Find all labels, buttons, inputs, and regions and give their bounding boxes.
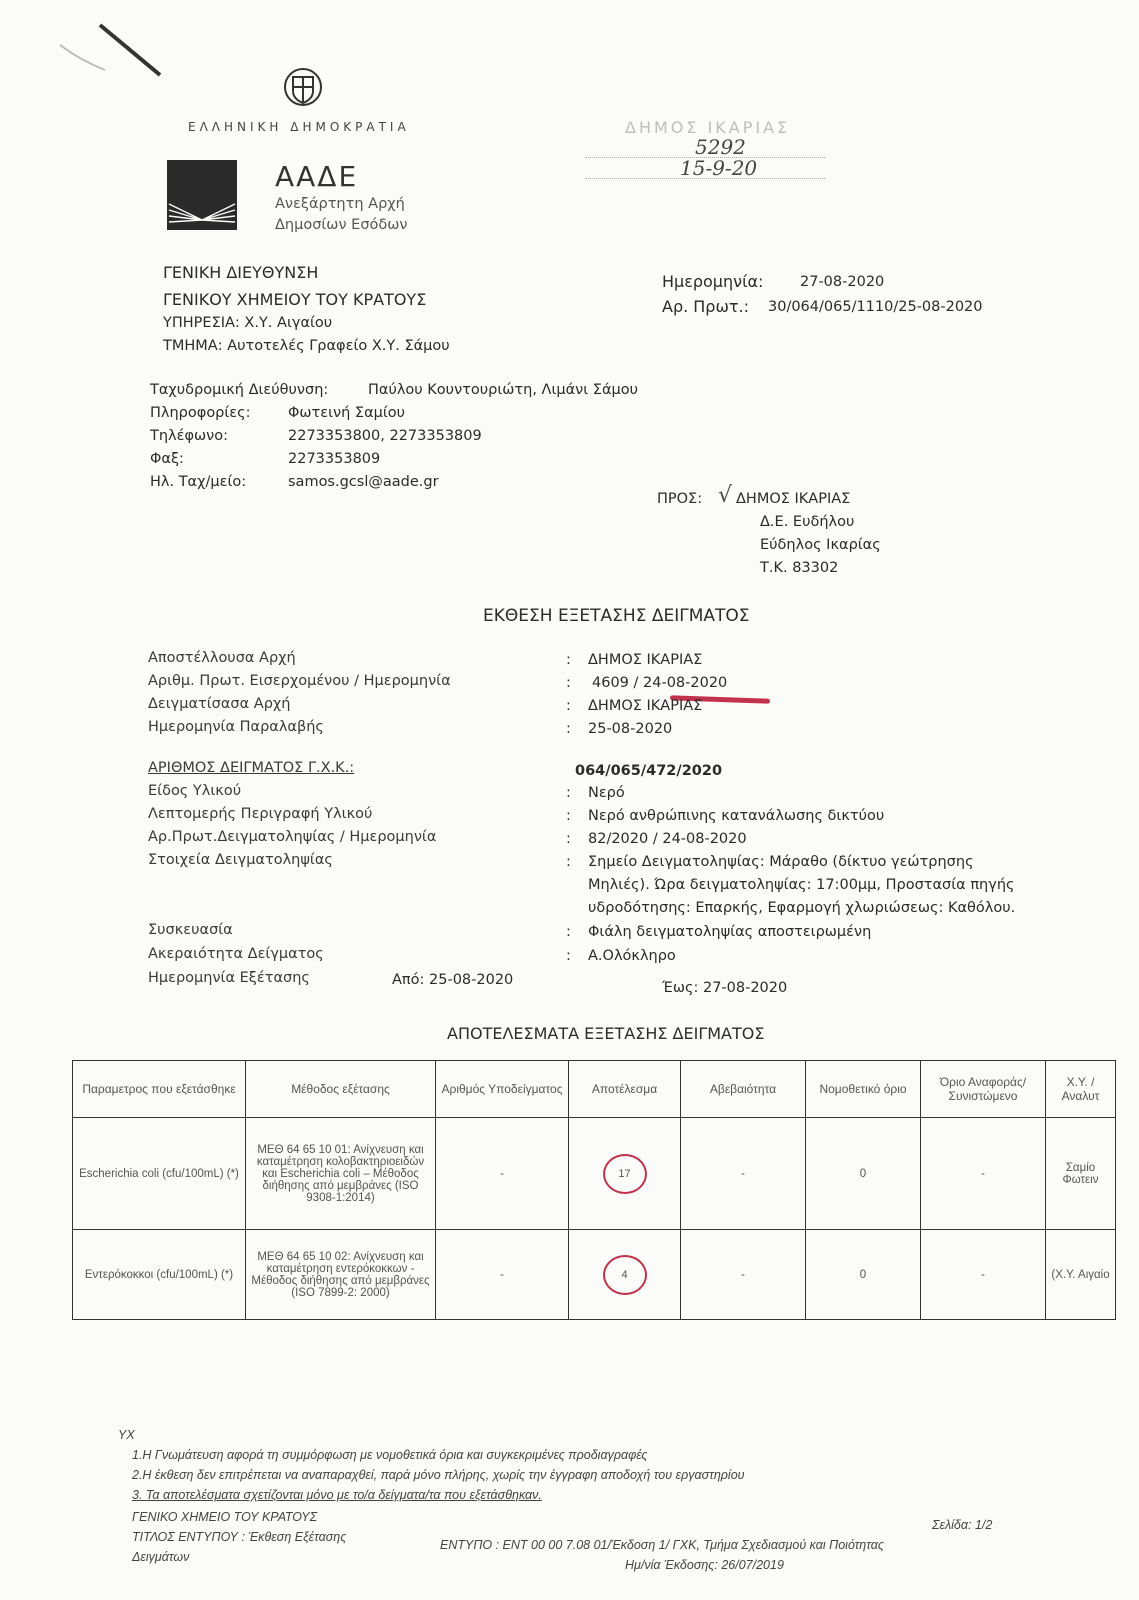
email-value: samos.gcsl@aade.gr	[288, 474, 439, 490]
table-header-row	[73, 1061, 1116, 1118]
colon: :	[566, 698, 571, 714]
param-cell: Εντερόκοκκοι (cfu/100mL) (*)	[73, 1230, 246, 1320]
column-header: Αριθμός Υποδείγματος	[436, 1061, 569, 1118]
sampling-continued-2: υδροδότησης: Επαρκής, Εφαρμογή χλωριώσεως: Καθόλου.	[588, 900, 1016, 916]
table-row	[73, 1230, 1116, 1320]
exam-date-from: Από: 25-08-2020	[392, 972, 514, 988]
republic-label: ΕΛΛΗΝΙΚΗ ΔΗΜΟΚΡΑΤΙΑ	[188, 120, 410, 134]
uncertainty-cell: -	[681, 1230, 806, 1320]
address-value: Παύλου Κουντουριώτη, Λιμάνι Σάμου	[368, 382, 638, 398]
limit-cell: 0	[806, 1118, 921, 1230]
recipient-line-2: Δ.Ε. Ευδήλου	[760, 514, 855, 530]
sender-service: ΥΠΗΡΕΣΙΑ: Χ.Υ. Αιγαίου	[163, 315, 333, 331]
subsample-cell: -	[436, 1118, 569, 1230]
colon: :	[566, 808, 571, 824]
method-cell: ΜΕΘ 64 65 10 01: Ανίχνευση και καταμέτρηση κολοβακτηριοειδών και Escherichia coli – Μέθοδος διήθησης από μεμβράνες (ISO 9308-1:2014)	[246, 1118, 436, 1230]
footer-form-title-2: Δειγμάτων	[132, 1550, 190, 1564]
colon: :	[566, 652, 571, 668]
column-header: Παραμετρος που εξετάσθηκε	[73, 1061, 246, 1118]
table-row	[73, 1118, 1116, 1230]
stamp-number: 5292	[695, 135, 746, 159]
integrity-label: Ακεραιότητα Δείγματος	[148, 946, 324, 962]
lab-cell: (Χ.Υ. Αιγαίο	[1046, 1230, 1116, 1320]
report-value: 82/2020 / 24-08-2020	[588, 831, 747, 847]
packaging-value: Φιάλη δειγματοληψίας αποστειρωμένη	[588, 924, 872, 940]
report-label: Αρ.Πρωτ.Δειγματοληψίας / Ημερομηνία	[148, 829, 437, 845]
greek-emblem-icon	[283, 63, 323, 113]
note-1: 1.Η Γνωμάτευση αφορά τη συμμόρφωση με νομοθετικά όρια και συγκεκριμένες προδιαγραφές	[132, 1448, 648, 1462]
info-label: Πληροφορίες:	[150, 405, 251, 421]
page-number: Σελίδα: 1/2	[932, 1518, 993, 1532]
checkmark-icon: √	[718, 483, 733, 508]
limit-cell: 0	[806, 1230, 921, 1320]
report-value: 4609 / 24-08-2020	[592, 675, 728, 691]
issue-date: Ημ/νία Έκδοσης: 26/07/2019	[625, 1558, 784, 1572]
colon: :	[566, 854, 571, 870]
date-value: 27-08-2020	[800, 274, 885, 290]
sample-number-label: ΑΡΙΘΜΟΣ ΔΕΙΓΜΑΤΟΣ Γ.Χ.Κ.:	[148, 760, 355, 776]
colon: :	[566, 675, 571, 691]
result-cell	[569, 1118, 681, 1230]
info-value: Φωτεινή Σαμίου	[288, 405, 406, 421]
colon: :	[566, 785, 571, 801]
colon: :	[566, 721, 571, 737]
protocol-value: 30/064/065/1110/25-08-2020	[768, 299, 983, 315]
sender-line-2: ΓΕΝΙΚΟΥ ΧΗΜΕΙΟΥ ΤΟΥ ΚΡΑΤΟΥΣ	[163, 290, 427, 309]
recipient-line-4: Τ.Κ. 83302	[760, 560, 839, 576]
lab-cell: Σαμίο Φωτειν	[1046, 1118, 1116, 1230]
form-code: ΕΝΤΥΠΟ : ENT 00 00 7.08 01/Έκδοση 1/ ΓΧΚ, Τμήμα Σχεδιασμού και Ποιότητας	[440, 1538, 884, 1552]
reference-cell: -	[921, 1230, 1046, 1320]
footer-org: ΓΕΝΙΚΟ ΧΗΜΕΙΟ ΤΟΥ ΚΡΑΤΟΥΣ	[132, 1510, 318, 1524]
result-value: 17	[603, 1154, 647, 1194]
exam-date-to: Έως: 27-08-2020	[662, 980, 788, 996]
report-value: Νερό	[588, 785, 625, 801]
sender-line-1: ΓΕΝΙΚΗ ΔΙΕΥΘΥΝΣΗ	[163, 263, 319, 282]
sample-number-value: 064/065/472/2020	[575, 763, 723, 779]
report-value: ΔΗΜΟΣ ΙΚΑΡΙΑΣ	[588, 698, 703, 714]
report-label: Στοιχεία Δειγματοληψίας	[148, 852, 333, 868]
recipient-line-1: ΔΗΜΟΣ ΙΚΑΡΙΑΣ	[736, 491, 851, 507]
results-title: ΑΠΟΤΕΛΕΣΜΑΤΑ ΕΞΕΤΑΣΗΣ ΔΕΙΓΜΑΤΟΣ	[447, 1024, 765, 1043]
scan-mark	[50, 20, 170, 90]
aade-logo-icon	[167, 160, 237, 230]
report-value: ΔΗΜΟΣ ΙΚΑΡΙΑΣ	[588, 652, 703, 668]
logo-subtitle-2: Δημοσίων Εσόδων	[275, 217, 408, 233]
column-header: Χ.Υ. / Αναλυτ	[1046, 1061, 1116, 1118]
report-label: Ημερομηνία Παραλαβής	[148, 719, 324, 735]
param-cell: Escherichia coli (cfu/100mL) (*)	[73, 1118, 246, 1230]
email-label: Ηλ. Ταχ/μείο:	[150, 474, 247, 490]
column-header: Αβεβαιότητα	[681, 1061, 806, 1118]
report-value: Σημείο Δειγματοληψίας: Μάραθο (δίκτυο γεώτρησης	[588, 854, 974, 870]
exam-date-label: Ημερομηνία Εξέτασης	[148, 970, 310, 986]
report-value: 25-08-2020	[588, 721, 673, 737]
phone-label: Τηλέφωνο:	[150, 428, 229, 444]
footer-form-title: ΤΙΤΛΟΣ ΕΝΤΥΠΟΥ : Έκθεση Εξέτασης	[132, 1530, 347, 1544]
column-header: Μέθοδος εξέτασης	[246, 1061, 436, 1118]
colon: :	[566, 924, 571, 940]
logo-subtitle-1: Ανεξάρτητη Αρχή	[275, 196, 405, 212]
column-header: Νομοθετικό όριο	[806, 1061, 921, 1118]
report-label: Αποστέλλουσα Αρχή	[148, 650, 296, 666]
incoming-stamp: ΔΗΜΟΣ ΙΚΑΡΙΑΣ 5292 15-9-20	[585, 118, 825, 179]
colon: :	[566, 831, 571, 847]
protocol-label: Αρ. Πρωτ.:	[662, 297, 749, 316]
sampling-continued-1: Μηλιές). Ώρα δειγματοληψίας: 17:00μμ, Προστασία πηγής	[588, 877, 1015, 893]
fax-label: Φαξ:	[150, 451, 184, 467]
sender-department: ΤΜΗΜΑ: Αυτοτελές Γραφείο Χ.Υ. Σάμου	[163, 338, 450, 354]
subsample-cell: -	[436, 1230, 569, 1320]
note-3: 3. Τα αποτελέσματα σχετίζονται μόνο με το/α δείγματα/τα που εξετάσθηκαν.	[132, 1488, 542, 1502]
date-label: Ημερομηνία:	[662, 272, 764, 291]
notes-heading: ΥΧ	[118, 1428, 135, 1442]
stamp-date: 15-9-20	[680, 156, 758, 180]
note-2: 2.Η έκθεση δεν επιτρέπεται να αναπαραχθεί, παρά μόνο πλήρης, χωρίς την έγγραφη αποδοχή του εργαστηρίου	[132, 1468, 745, 1482]
address-label: Ταχυδρομική Διεύθυνση:	[150, 382, 329, 398]
report-title: ΕΚΘΕΣΗ ΕΞΕΤΑΣΗΣ ΔΕΙΓΜΑΤΟΣ	[483, 606, 750, 626]
report-label: Δειγματίσασα Αρχή	[148, 696, 291, 712]
fax-value: 2273353809	[288, 451, 381, 467]
column-header: Αποτέλεσμα	[569, 1061, 681, 1118]
uncertainty-cell: -	[681, 1118, 806, 1230]
column-header: Όριο Αναφοράς/ Συνιστώμενο	[921, 1061, 1046, 1118]
result-cell	[569, 1230, 681, 1320]
integrity-value: Α.Ολόκληρο	[588, 948, 676, 964]
report-value: Νερό ανθρώπινης κατανάλωσης δικτύου	[588, 808, 885, 824]
report-label: Αριθμ. Πρωτ. Εισερχομένου / Ημερομηνία	[148, 673, 451, 689]
results-table	[72, 1060, 1116, 1320]
report-label: Λεπτομερής Περιγραφή Υλικού	[148, 806, 373, 822]
report-label: Είδος Υλικού	[148, 783, 242, 799]
recipient-label: ΠΡΟΣ:	[657, 491, 703, 507]
method-cell: ΜΕΘ 64 65 10 02: Ανίχνευση και καταμέτρηση εντερόκοκκων - Μέθοδος διήθησης από μεμβράνες (ISO 7899-2: 2000)	[246, 1230, 436, 1320]
packaging-label: Συσκευασία	[148, 922, 233, 938]
phone-value: 2273353800, 2273353809	[288, 428, 482, 444]
result-value: 4	[603, 1255, 647, 1295]
recipient-line-3: Εύδηλος Ικαρίας	[760, 537, 881, 553]
logo-title: ΑΑΔΕ	[275, 160, 359, 193]
reference-cell: -	[921, 1118, 1046, 1230]
colon: :	[566, 948, 571, 964]
